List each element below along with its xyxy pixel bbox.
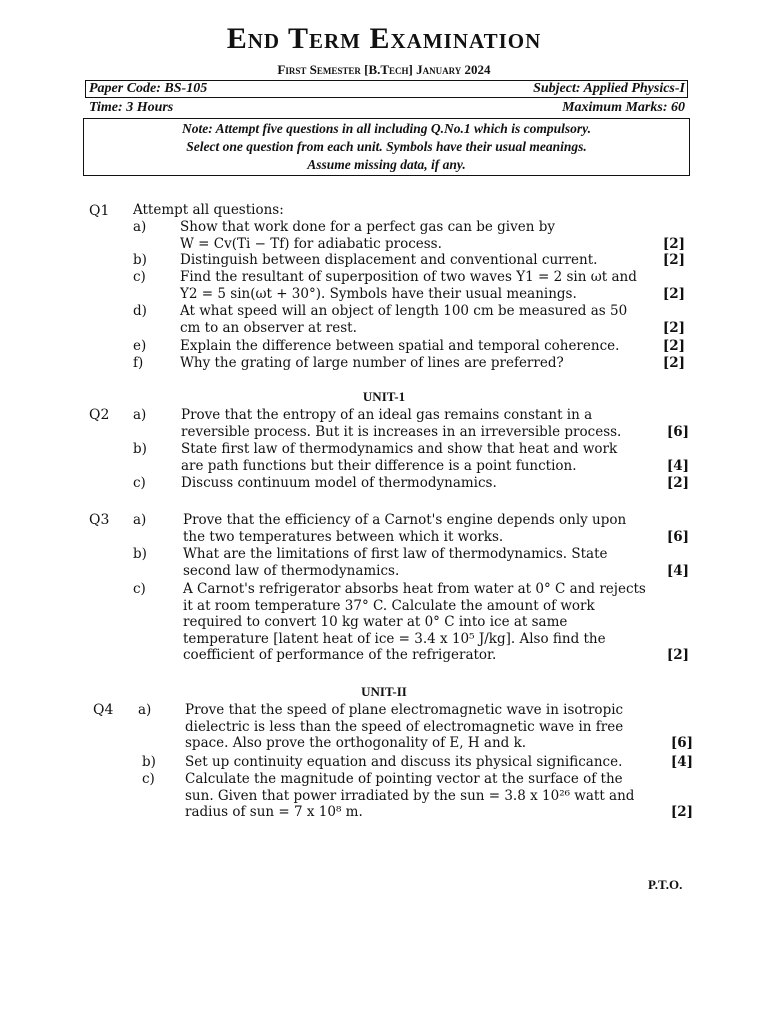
marks: [4] xyxy=(670,754,693,770)
subject: Subject: Applied Physics-I xyxy=(533,81,685,96)
question-number: Q2 xyxy=(89,407,110,423)
marks: [6] xyxy=(666,423,689,440)
sub-question-label: a) xyxy=(133,219,147,235)
question-number: Q1 xyxy=(89,203,110,219)
sub-question-label: c) xyxy=(133,269,146,285)
sub-question-text: Prove that the speed of plane electromagnetic wave in isotropic dielectric is less than the speed of electromagnetic wave in free space. Also prove the orthogonality of E, H and k. [6] xyxy=(185,702,693,751)
marks: [2] xyxy=(662,235,685,252)
sub-question-text: A Carnot's refrigerator absorbs heat from water at 0° C and rejects it at room temperature 37° C. Calculate the amount of work required to convert 10 kg water at 0° C into ice at same temperature [latent heat of ice = 3.4 x 10⁵ J/kg]. Also find the coefficient of performance of the refrigerator. [2] xyxy=(183,581,689,663)
sub-question-text: Calculate the magnitude of pointing vector at the surface of the sun. Given that power irradiated by the sun = 3.8 x 10²⁶ watt and radius of sun = 7 x 10⁸ m. [2] xyxy=(185,771,693,820)
sub-question-label: d) xyxy=(133,303,147,319)
question-number: Q4 xyxy=(93,702,114,718)
marks: [4] xyxy=(666,457,689,474)
marks: [4] xyxy=(666,562,689,579)
sub-question-text: At what speed will an object of length 100 cm be measured as 50 cm to an observer at rest. [2] xyxy=(180,303,685,336)
sub-question-label: a) xyxy=(133,512,147,528)
page-turn-note: P.T.O. xyxy=(648,877,683,892)
sub-question-label: b) xyxy=(142,754,156,770)
sub-question-label: f) xyxy=(133,355,144,371)
sub-question-text: What are the limitations of first law of thermodynamics. State second law of thermodynamics. [4] xyxy=(183,546,689,579)
sub-question-label: c) xyxy=(133,475,146,491)
marks: [6] xyxy=(666,528,689,545)
sub-question-label: e) xyxy=(133,338,147,354)
sub-question-text: Why the grating of large number of lines are preferred? [2] xyxy=(180,355,685,371)
marks: [2] xyxy=(666,475,689,491)
paper-code: Paper Code: BS-105 xyxy=(89,81,208,96)
question-intro: Attempt all questions: xyxy=(133,202,284,218)
sub-question-label: a) xyxy=(138,702,152,718)
question-number: Q3 xyxy=(89,512,110,528)
sub-question-text: Discuss continuum model of thermodynamics. [2] xyxy=(181,475,689,491)
note-line: Assume missing data, if any. xyxy=(307,157,466,172)
time-marks-row xyxy=(89,100,685,116)
sub-question-text: Prove that the entropy of an ideal gas remains constant in a reversible process. But it is increases in an irreversible process. [6] xyxy=(181,407,689,440)
exam-title: End Term Examination xyxy=(226,22,542,55)
note-line: Select one question from each unit. Symbols have their usual meanings. xyxy=(186,139,587,154)
time-limit: Time: 3 Hours xyxy=(89,100,174,115)
sub-question-label: a) xyxy=(133,407,147,423)
unit-heading: UNIT-II xyxy=(361,684,407,699)
sub-question-text: Set up continuity equation and discuss its physical significance. [4] xyxy=(185,754,693,770)
paper-info-row xyxy=(89,81,685,97)
sub-question-text: Find the resultant of superposition of two waves Y1 = 2 sin ωt and Y2 = 5 sin(ωt + 30°). Symbols have their usual meanings. [2] xyxy=(180,269,685,302)
marks: [2] xyxy=(662,338,685,354)
marks: [2] xyxy=(662,319,685,336)
unit-heading: UNIT-1 xyxy=(362,389,406,404)
marks: [6] xyxy=(670,735,693,751)
sub-question-label: c) xyxy=(133,581,146,597)
sub-question-text: Show that work done for a perfect gas can be given by W = Cv(Ti − Tf) for adiabatic process. [2] xyxy=(180,219,685,252)
sub-question-text: Explain the difference between spatial and temporal coherence. [2] xyxy=(180,338,685,354)
sub-question-text: Distinguish between displacement and conventional current. [2] xyxy=(180,252,685,268)
maximum-marks: Maximum Marks: 60 xyxy=(562,100,685,115)
exam-subtitle: First Semester [B.Tech] January 2024 xyxy=(277,62,491,77)
marks: [2] xyxy=(662,285,685,302)
marks: [2] xyxy=(662,355,685,371)
sub-question-text: State first law of thermodynamics and show that heat and work are path functions but their difference is a point function. [4] xyxy=(181,441,689,474)
sub-question-label: b) xyxy=(133,441,147,457)
sub-question-text: Prove that the efficiency of a Carnot's engine depends only upon the two temperatures between which it works. [6] xyxy=(183,512,689,545)
sub-question-label: b) xyxy=(133,252,147,268)
marks: [2] xyxy=(666,647,689,663)
sub-question-label: c) xyxy=(142,771,155,787)
note-line: Note: Attempt five questions in all including Q.No.1 which is compulsory. xyxy=(182,121,591,136)
marks: [2] xyxy=(670,804,693,820)
sub-question-label: b) xyxy=(133,546,147,562)
marks: [2] xyxy=(662,252,685,268)
instructions-note xyxy=(83,118,690,176)
